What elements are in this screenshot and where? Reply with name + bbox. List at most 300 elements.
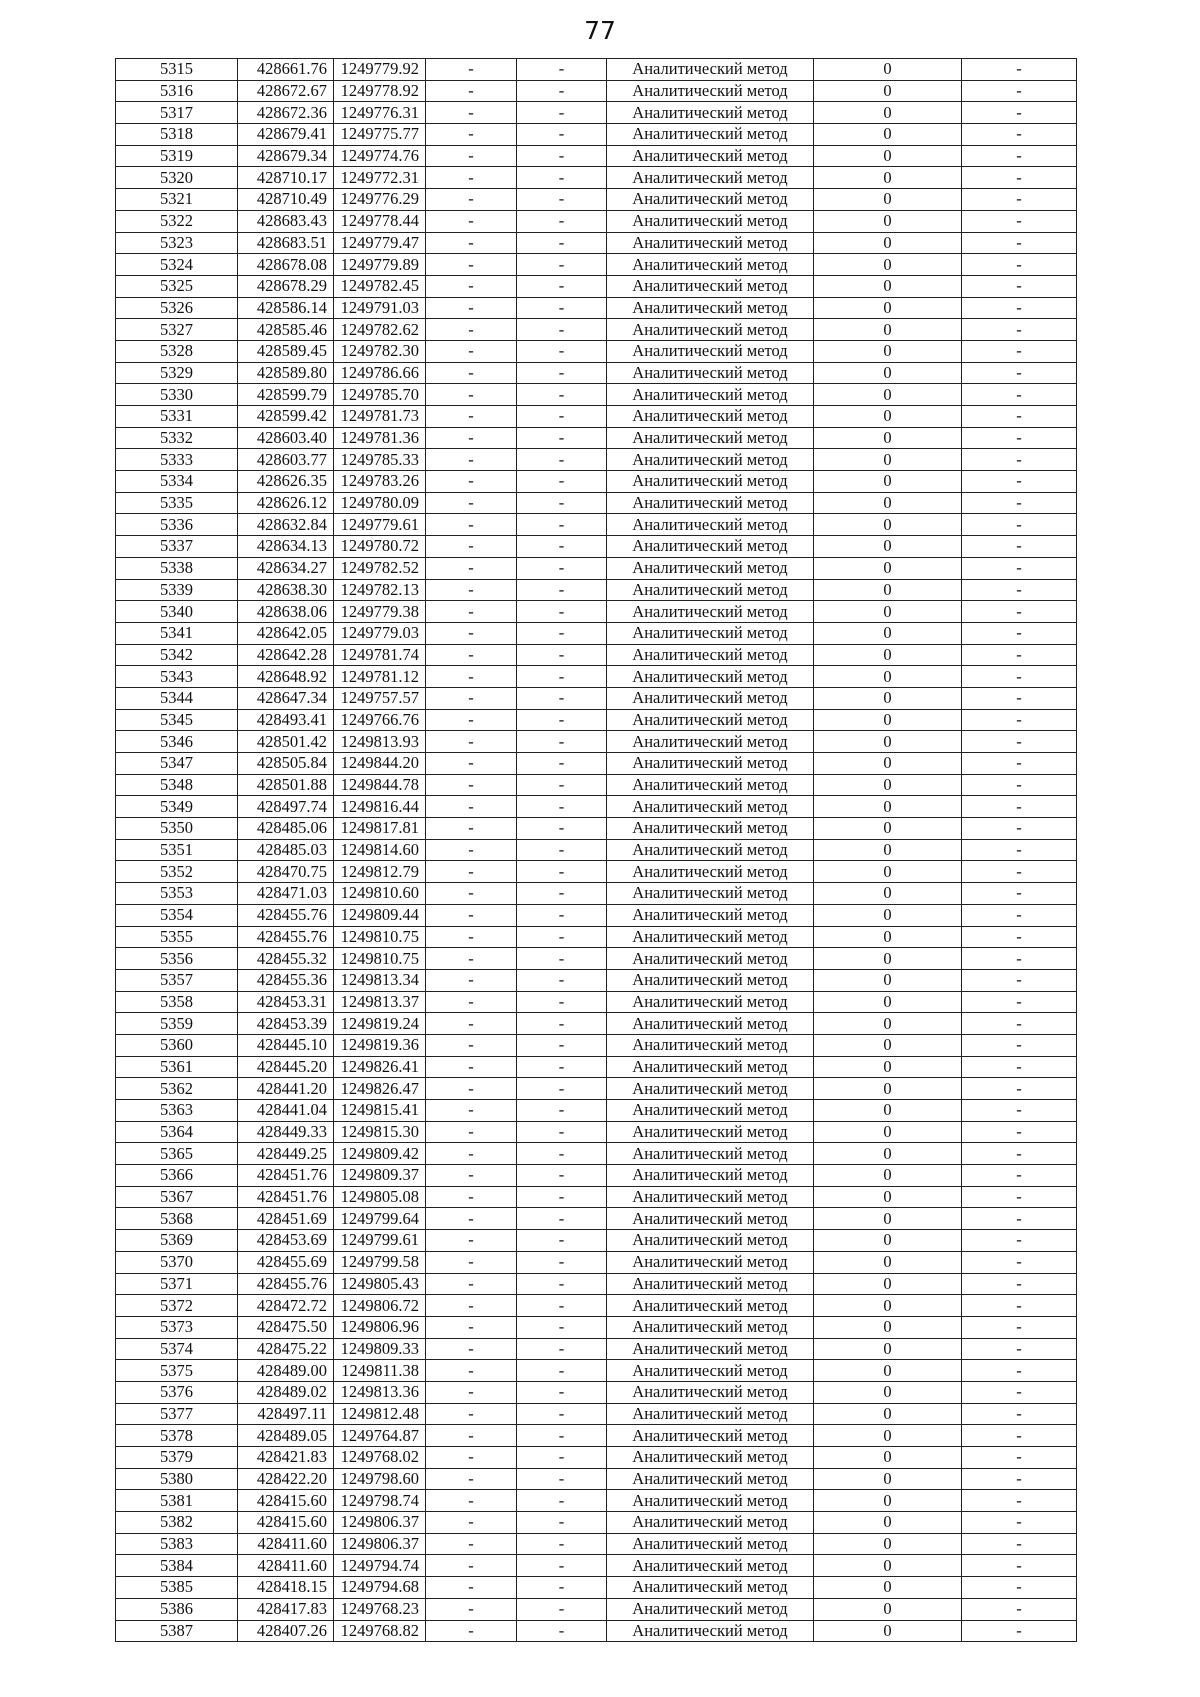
empty-cell-3: - (962, 232, 1077, 254)
empty-cell-1: - (426, 254, 517, 276)
empty-cell-3: - (962, 1447, 1077, 1469)
error-value-cell: 0 (814, 340, 962, 362)
empty-cell-2: - (517, 969, 607, 991)
x-coordinate-cell: 428455.76 (238, 926, 334, 948)
table-row (116, 579, 1077, 601)
x-coordinate-cell: 428441.04 (238, 1100, 334, 1122)
empty-cell-1: - (426, 492, 517, 514)
point-number-cell: 5332 (116, 427, 238, 449)
error-value-cell: 0 (814, 449, 962, 471)
table-row (116, 1577, 1077, 1599)
table-row (116, 839, 1077, 861)
x-coordinate-cell: 428455.36 (238, 969, 334, 991)
empty-cell-3: - (962, 80, 1077, 102)
method-cell: Аналитический метод (607, 275, 814, 297)
y-coordinate-cell: 1249779.47 (334, 232, 426, 254)
error-value-cell: 0 (814, 1100, 962, 1122)
y-coordinate-cell: 1249775.77 (334, 124, 426, 146)
table-row (116, 1186, 1077, 1208)
error-value-cell: 0 (814, 1598, 962, 1620)
y-coordinate-cell: 1249798.74 (334, 1490, 426, 1512)
point-number-cell: 5318 (116, 124, 238, 146)
point-number-cell: 5330 (116, 384, 238, 406)
error-value-cell: 0 (814, 59, 962, 81)
empty-cell-1: - (426, 1447, 517, 1469)
x-coordinate-cell: 428451.69 (238, 1208, 334, 1230)
method-cell: Аналитический метод (607, 1403, 814, 1425)
x-coordinate-cell: 428415.60 (238, 1490, 334, 1512)
empty-cell-1: - (426, 991, 517, 1013)
table-row (116, 1533, 1077, 1555)
empty-cell-3: - (962, 59, 1077, 81)
empty-cell-1: - (426, 1381, 517, 1403)
point-number-cell: 5326 (116, 297, 238, 319)
y-coordinate-cell: 1249844.20 (334, 753, 426, 775)
y-coordinate-cell: 1249778.44 (334, 210, 426, 232)
empty-cell-2: - (517, 601, 607, 623)
y-coordinate-cell: 1249799.64 (334, 1208, 426, 1230)
empty-cell-3: - (962, 1056, 1077, 1078)
y-coordinate-cell: 1249779.61 (334, 514, 426, 536)
y-coordinate-cell: 1249781.74 (334, 644, 426, 666)
y-coordinate-cell: 1249764.87 (334, 1425, 426, 1447)
empty-cell-1: - (426, 449, 517, 471)
method-cell: Аналитический метод (607, 644, 814, 666)
table-row (116, 232, 1077, 254)
y-coordinate-cell: 1249813.93 (334, 731, 426, 753)
empty-cell-3: - (962, 818, 1077, 840)
empty-cell-3: - (962, 492, 1077, 514)
x-coordinate-cell: 428672.67 (238, 80, 334, 102)
table-row (116, 1468, 1077, 1490)
table-row (116, 1338, 1077, 1360)
point-number-cell: 5338 (116, 557, 238, 579)
table-row (116, 1360, 1077, 1382)
x-coordinate-cell: 428710.17 (238, 167, 334, 189)
y-coordinate-cell: 1249813.37 (334, 991, 426, 1013)
method-cell: Аналитический метод (607, 926, 814, 948)
empty-cell-1: - (426, 1555, 517, 1577)
method-cell: Аналитический метод (607, 1447, 814, 1469)
x-coordinate-cell: 428493.41 (238, 709, 334, 731)
point-number-cell: 5345 (116, 709, 238, 731)
empty-cell-1: - (426, 1577, 517, 1599)
error-value-cell: 0 (814, 1013, 962, 1035)
point-number-cell: 5371 (116, 1273, 238, 1295)
empty-cell-2: - (517, 1490, 607, 1512)
y-coordinate-cell: 1249826.41 (334, 1056, 426, 1078)
table-row (116, 753, 1077, 775)
error-value-cell: 0 (814, 1316, 962, 1338)
empty-cell-1: - (426, 1468, 517, 1490)
error-value-cell: 0 (814, 1490, 962, 1512)
method-cell: Аналитический метод (607, 297, 814, 319)
empty-cell-3: - (962, 210, 1077, 232)
error-value-cell: 0 (814, 839, 962, 861)
method-cell: Аналитический метод (607, 1295, 814, 1317)
point-number-cell: 5362 (116, 1078, 238, 1100)
error-value-cell: 0 (814, 883, 962, 905)
error-value-cell: 0 (814, 1208, 962, 1230)
table-row (116, 1056, 1077, 1078)
point-number-cell: 5376 (116, 1381, 238, 1403)
point-number-cell: 5320 (116, 167, 238, 189)
empty-cell-3: - (962, 167, 1077, 189)
table-row (116, 666, 1077, 688)
empty-cell-2: - (517, 861, 607, 883)
method-cell: Аналитический метод (607, 1186, 814, 1208)
x-coordinate-cell: 428648.92 (238, 666, 334, 688)
x-coordinate-cell: 428647.34 (238, 687, 334, 709)
y-coordinate-cell: 1249805.43 (334, 1273, 426, 1295)
point-number-cell: 5384 (116, 1555, 238, 1577)
error-value-cell: 0 (814, 80, 962, 102)
method-cell: Аналитический метод (607, 753, 814, 775)
y-coordinate-cell: 1249810.75 (334, 948, 426, 970)
point-number-cell: 5336 (116, 514, 238, 536)
page-number: 77 (584, 16, 616, 45)
x-coordinate-cell: 428485.06 (238, 818, 334, 840)
error-value-cell: 0 (814, 904, 962, 926)
empty-cell-3: - (962, 1208, 1077, 1230)
point-number-cell: 5355 (116, 926, 238, 948)
y-coordinate-cell: 1249786.66 (334, 362, 426, 384)
method-cell: Аналитический метод (607, 1425, 814, 1447)
point-number-cell: 5328 (116, 340, 238, 362)
empty-cell-2: - (517, 319, 607, 341)
empty-cell-1: - (426, 601, 517, 623)
x-coordinate-cell: 428642.28 (238, 644, 334, 666)
y-coordinate-cell: 1249809.44 (334, 904, 426, 926)
empty-cell-2: - (517, 59, 607, 81)
y-coordinate-cell: 1249809.42 (334, 1143, 426, 1165)
empty-cell-1: - (426, 124, 517, 146)
empty-cell-3: - (962, 666, 1077, 688)
method-cell: Аналитический метод (607, 254, 814, 276)
error-value-cell: 0 (814, 579, 962, 601)
empty-cell-2: - (517, 904, 607, 926)
empty-cell-2: - (517, 362, 607, 384)
empty-cell-2: - (517, 427, 607, 449)
table-row (116, 1273, 1077, 1295)
x-coordinate-cell: 428672.36 (238, 102, 334, 124)
point-number-cell: 5333 (116, 449, 238, 471)
method-cell: Аналитический метод (607, 1316, 814, 1338)
x-coordinate-cell: 428451.76 (238, 1165, 334, 1187)
method-cell: Аналитический метод (607, 666, 814, 688)
table-row (116, 622, 1077, 644)
y-coordinate-cell: 1249814.60 (334, 839, 426, 861)
empty-cell-3: - (962, 883, 1077, 905)
empty-cell-3: - (962, 1273, 1077, 1295)
empty-cell-2: - (517, 340, 607, 362)
error-value-cell: 0 (814, 102, 962, 124)
empty-cell-3: - (962, 362, 1077, 384)
x-coordinate-cell: 428634.27 (238, 557, 334, 579)
table-row (116, 102, 1077, 124)
empty-cell-2: - (517, 102, 607, 124)
empty-cell-2: - (517, 948, 607, 970)
method-cell: Аналитический метод (607, 59, 814, 81)
error-value-cell: 0 (814, 1165, 962, 1187)
x-coordinate-cell: 428455.32 (238, 948, 334, 970)
empty-cell-3: - (962, 449, 1077, 471)
empty-cell-1: - (426, 969, 517, 991)
method-cell: Аналитический метод (607, 883, 814, 905)
empty-cell-3: - (962, 904, 1077, 926)
table-row (116, 1316, 1077, 1338)
empty-cell-3: - (962, 557, 1077, 579)
error-value-cell: 0 (814, 492, 962, 514)
method-cell: Аналитический метод (607, 861, 814, 883)
y-coordinate-cell: 1249768.02 (334, 1447, 426, 1469)
method-cell: Аналитический метод (607, 1512, 814, 1534)
error-value-cell: 0 (814, 1381, 962, 1403)
table-row (116, 1078, 1077, 1100)
empty-cell-1: - (426, 1273, 517, 1295)
empty-cell-1: - (426, 1143, 517, 1165)
empty-cell-1: - (426, 1316, 517, 1338)
table-row (116, 1165, 1077, 1187)
point-number-cell: 5334 (116, 471, 238, 493)
empty-cell-3: - (962, 1512, 1077, 1534)
y-coordinate-cell: 1249781.12 (334, 666, 426, 688)
table-row (116, 904, 1077, 926)
method-cell: Аналитический метод (607, 904, 814, 926)
error-value-cell: 0 (814, 427, 962, 449)
table-row (116, 406, 1077, 428)
error-value-cell: 0 (814, 536, 962, 558)
point-number-cell: 5319 (116, 145, 238, 167)
method-cell: Аналитический метод (607, 1273, 814, 1295)
empty-cell-2: - (517, 731, 607, 753)
x-coordinate-cell: 428411.60 (238, 1555, 334, 1577)
method-cell: Аналитический метод (607, 1620, 814, 1642)
error-value-cell: 0 (814, 1034, 962, 1056)
method-cell: Аналитический метод (607, 1078, 814, 1100)
y-coordinate-cell: 1249819.24 (334, 1013, 426, 1035)
table-row (116, 1512, 1077, 1534)
x-coordinate-cell: 428497.74 (238, 796, 334, 818)
empty-cell-1: - (426, 861, 517, 883)
method-cell: Аналитический метод (607, 1533, 814, 1555)
empty-cell-3: - (962, 514, 1077, 536)
x-coordinate-cell: 428411.60 (238, 1533, 334, 1555)
x-coordinate-cell: 428634.13 (238, 536, 334, 558)
table-row (116, 340, 1077, 362)
error-value-cell: 0 (814, 1425, 962, 1447)
empty-cell-3: - (962, 774, 1077, 796)
empty-cell-2: - (517, 1425, 607, 1447)
coordinates-table (115, 58, 1077, 1642)
empty-cell-1: - (426, 1620, 517, 1642)
method-cell: Аналитический метод (607, 1468, 814, 1490)
empty-cell-2: - (517, 1186, 607, 1208)
empty-cell-1: - (426, 709, 517, 731)
empty-cell-3: - (962, 1121, 1077, 1143)
point-number-cell: 5369 (116, 1230, 238, 1252)
y-coordinate-cell: 1249811.38 (334, 1360, 426, 1382)
table-row (116, 514, 1077, 536)
y-coordinate-cell: 1249782.30 (334, 340, 426, 362)
table-row (116, 427, 1077, 449)
method-cell: Аналитический метод (607, 969, 814, 991)
method-cell: Аналитический метод (607, 536, 814, 558)
error-value-cell: 0 (814, 1360, 962, 1382)
point-number-cell: 5317 (116, 102, 238, 124)
error-value-cell: 0 (814, 818, 962, 840)
empty-cell-2: - (517, 449, 607, 471)
table-row (116, 210, 1077, 232)
y-coordinate-cell: 1249768.23 (334, 1598, 426, 1620)
table-row (116, 297, 1077, 319)
x-coordinate-cell: 428603.40 (238, 427, 334, 449)
point-number-cell: 5378 (116, 1425, 238, 1447)
x-coordinate-cell: 428497.11 (238, 1403, 334, 1425)
empty-cell-2: - (517, 818, 607, 840)
empty-cell-3: - (962, 948, 1077, 970)
empty-cell-3: - (962, 1165, 1077, 1187)
empty-cell-1: - (426, 232, 517, 254)
empty-cell-1: - (426, 622, 517, 644)
point-number-cell: 5344 (116, 687, 238, 709)
table-row (116, 145, 1077, 167)
table-row (116, 1598, 1077, 1620)
y-coordinate-cell: 1249809.37 (334, 1165, 426, 1187)
x-coordinate-cell: 428642.05 (238, 622, 334, 644)
method-cell: Аналитический метод (607, 1251, 814, 1273)
empty-cell-1: - (426, 210, 517, 232)
empty-cell-3: - (962, 297, 1077, 319)
x-coordinate-cell: 428453.31 (238, 991, 334, 1013)
empty-cell-3: - (962, 1013, 1077, 1035)
x-coordinate-cell: 428449.33 (238, 1121, 334, 1143)
point-number-cell: 5365 (116, 1143, 238, 1165)
empty-cell-1: - (426, 1251, 517, 1273)
point-number-cell: 5349 (116, 796, 238, 818)
empty-cell-1: - (426, 1078, 517, 1100)
empty-cell-3: - (962, 1425, 1077, 1447)
empty-cell-3: - (962, 622, 1077, 644)
empty-cell-3: - (962, 861, 1077, 883)
empty-cell-1: - (426, 839, 517, 861)
y-coordinate-cell: 1249780.72 (334, 536, 426, 558)
x-coordinate-cell: 428415.60 (238, 1512, 334, 1534)
y-coordinate-cell: 1249819.36 (334, 1034, 426, 1056)
y-coordinate-cell: 1249780.09 (334, 492, 426, 514)
empty-cell-1: - (426, 514, 517, 536)
error-value-cell: 0 (814, 1230, 962, 1252)
empty-cell-2: - (517, 1121, 607, 1143)
method-cell: Аналитический метод (607, 1338, 814, 1360)
y-coordinate-cell: 1249782.52 (334, 557, 426, 579)
y-coordinate-cell: 1249799.61 (334, 1230, 426, 1252)
point-number-cell: 5359 (116, 1013, 238, 1035)
y-coordinate-cell: 1249815.41 (334, 1100, 426, 1122)
point-number-cell: 5366 (116, 1165, 238, 1187)
x-coordinate-cell: 428451.76 (238, 1186, 334, 1208)
y-coordinate-cell: 1249812.79 (334, 861, 426, 883)
empty-cell-1: - (426, 427, 517, 449)
point-number-cell: 5315 (116, 59, 238, 81)
table-row (116, 1620, 1077, 1642)
y-coordinate-cell: 1249785.33 (334, 449, 426, 471)
y-coordinate-cell: 1249782.62 (334, 319, 426, 341)
empty-cell-2: - (517, 1295, 607, 1317)
method-cell: Аналитический метод (607, 1013, 814, 1035)
empty-cell-1: - (426, 406, 517, 428)
empty-cell-3: - (962, 406, 1077, 428)
point-number-cell: 5361 (116, 1056, 238, 1078)
error-value-cell: 0 (814, 514, 962, 536)
error-value-cell: 0 (814, 1468, 962, 1490)
empty-cell-1: - (426, 731, 517, 753)
empty-cell-1: - (426, 948, 517, 970)
method-cell: Аналитический метод (607, 210, 814, 232)
y-coordinate-cell: 1249813.36 (334, 1381, 426, 1403)
table-row (116, 80, 1077, 102)
y-coordinate-cell: 1249768.82 (334, 1620, 426, 1642)
method-cell: Аналитический метод (607, 1056, 814, 1078)
point-number-cell: 5354 (116, 904, 238, 926)
error-value-cell: 0 (814, 1512, 962, 1534)
empty-cell-2: - (517, 210, 607, 232)
table-row (116, 861, 1077, 883)
method-cell: Аналитический метод (607, 991, 814, 1013)
empty-cell-2: - (517, 991, 607, 1013)
method-cell: Аналитический метод (607, 167, 814, 189)
y-coordinate-cell: 1249816.44 (334, 796, 426, 818)
empty-cell-3: - (962, 471, 1077, 493)
empty-cell-3: - (962, 1295, 1077, 1317)
point-number-cell: 5323 (116, 232, 238, 254)
empty-cell-2: - (517, 1078, 607, 1100)
table-row (116, 1121, 1077, 1143)
error-value-cell: 0 (814, 1273, 962, 1295)
empty-cell-3: - (962, 709, 1077, 731)
y-coordinate-cell: 1249817.81 (334, 818, 426, 840)
empty-cell-1: - (426, 340, 517, 362)
empty-cell-1: - (426, 883, 517, 905)
method-cell: Аналитический метод (607, 449, 814, 471)
x-coordinate-cell: 428599.42 (238, 406, 334, 428)
empty-cell-3: - (962, 1316, 1077, 1338)
error-value-cell: 0 (814, 145, 962, 167)
x-coordinate-cell: 428683.51 (238, 232, 334, 254)
method-cell: Аналитический метод (607, 601, 814, 623)
x-coordinate-cell: 428475.50 (238, 1316, 334, 1338)
y-coordinate-cell: 1249783.26 (334, 471, 426, 493)
point-number-cell: 5356 (116, 948, 238, 970)
y-coordinate-cell: 1249766.76 (334, 709, 426, 731)
x-coordinate-cell: 428626.35 (238, 471, 334, 493)
error-value-cell: 0 (814, 1620, 962, 1642)
method-cell: Аналитический метод (607, 557, 814, 579)
error-value-cell: 0 (814, 1447, 962, 1469)
y-coordinate-cell: 1249810.75 (334, 926, 426, 948)
error-value-cell: 0 (814, 753, 962, 775)
y-coordinate-cell: 1249772.31 (334, 167, 426, 189)
method-cell: Аналитический метод (607, 774, 814, 796)
point-number-cell: 5340 (116, 601, 238, 623)
empty-cell-2: - (517, 1316, 607, 1338)
empty-cell-3: - (962, 275, 1077, 297)
method-cell: Аналитический метод (607, 406, 814, 428)
table-row (116, 167, 1077, 189)
table-row (116, 1034, 1077, 1056)
x-coordinate-cell: 428683.43 (238, 210, 334, 232)
x-coordinate-cell: 428472.72 (238, 1295, 334, 1317)
